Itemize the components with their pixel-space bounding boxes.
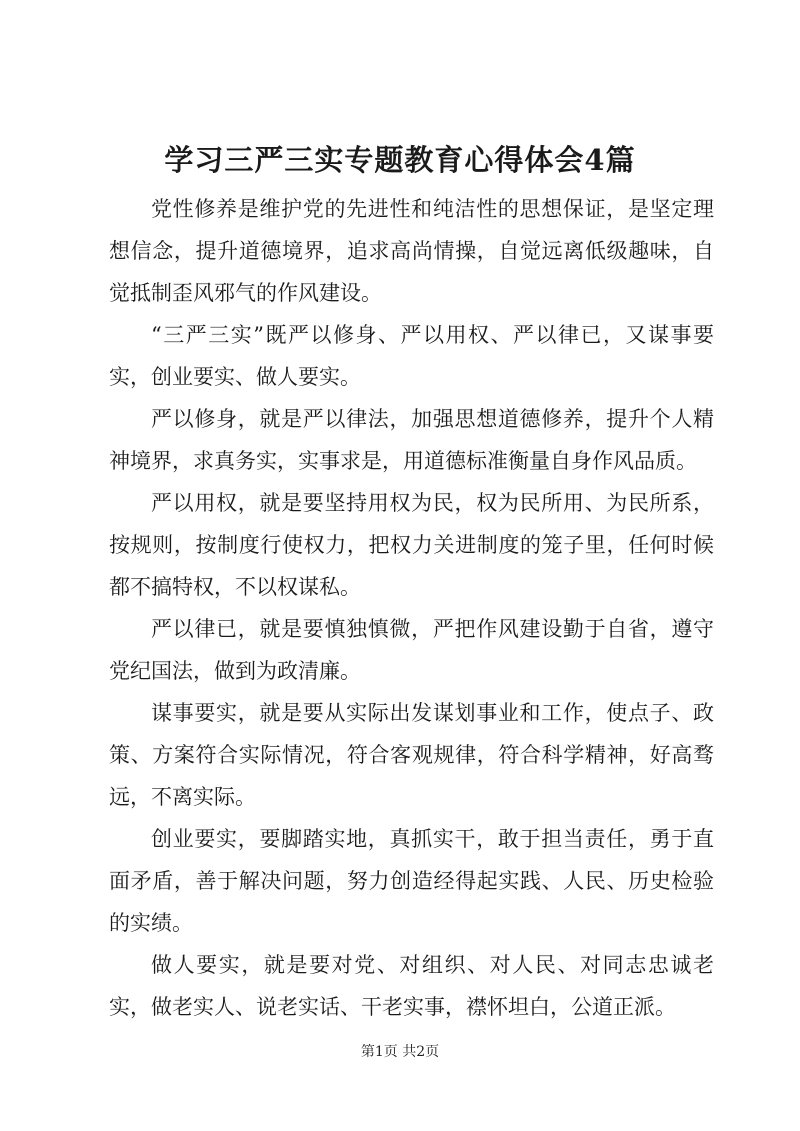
paragraph: “三严三实”既严以修身、严以用权、严以律已，又谋事要实，创业要实、做人要实。 (109, 323, 714, 389)
document-body (109, 188, 714, 1028)
paragraph: 严以用权，就是要坚持用权为民，权为民所用、为民所系，按规则，按制度行使权力，把权力关进制度的笼子里，任何时候都不搞特权，不以权谋私。 (109, 491, 714, 599)
document-title: 学习三严三实专题教育心得体会4篇 (164, 143, 636, 177)
paragraph: 创业要实，要脚踏实地，真抓实干，敢于担当责任，勇于直面矛盾，善于解决问题，努力创造经得起实践、人民、历史检验的实绩。 (109, 827, 714, 935)
page-footer: 第1页 共2页 (360, 1044, 440, 1060)
paragraph: 严以修身，就是严以律法，加强思想道德修养，提升个人精神境界，求真务实，实事求是，用道德标准衡量自身作风品质。 (109, 407, 714, 473)
paragraph: 党性修养是维护党的先进性和纯洁性的思想保证，是坚定理想信念，提升道德境界，追求高尚情操，自觉远离低级趣味，自觉抵制歪风邪气的作风建设。 (109, 197, 714, 305)
paragraph: 谋事要实，就是要从实际出发谋划事业和工作，使点子、政策、方案符合实际情况，符合客观规律，符合科学精神，好高骛远，不离实际。 (109, 701, 714, 809)
paragraph: 严以律已，就是要慎独慎微，严把作风建设勤于自省，遵守党纪国法，做到为政清廉。 (109, 617, 714, 683)
paragraph: 做人要实，就是要对党、对组织、对人民、对同志忠诚老实，做老实人、说老实话、干老实事，襟怀坦白，公道正派。 (109, 953, 714, 1019)
